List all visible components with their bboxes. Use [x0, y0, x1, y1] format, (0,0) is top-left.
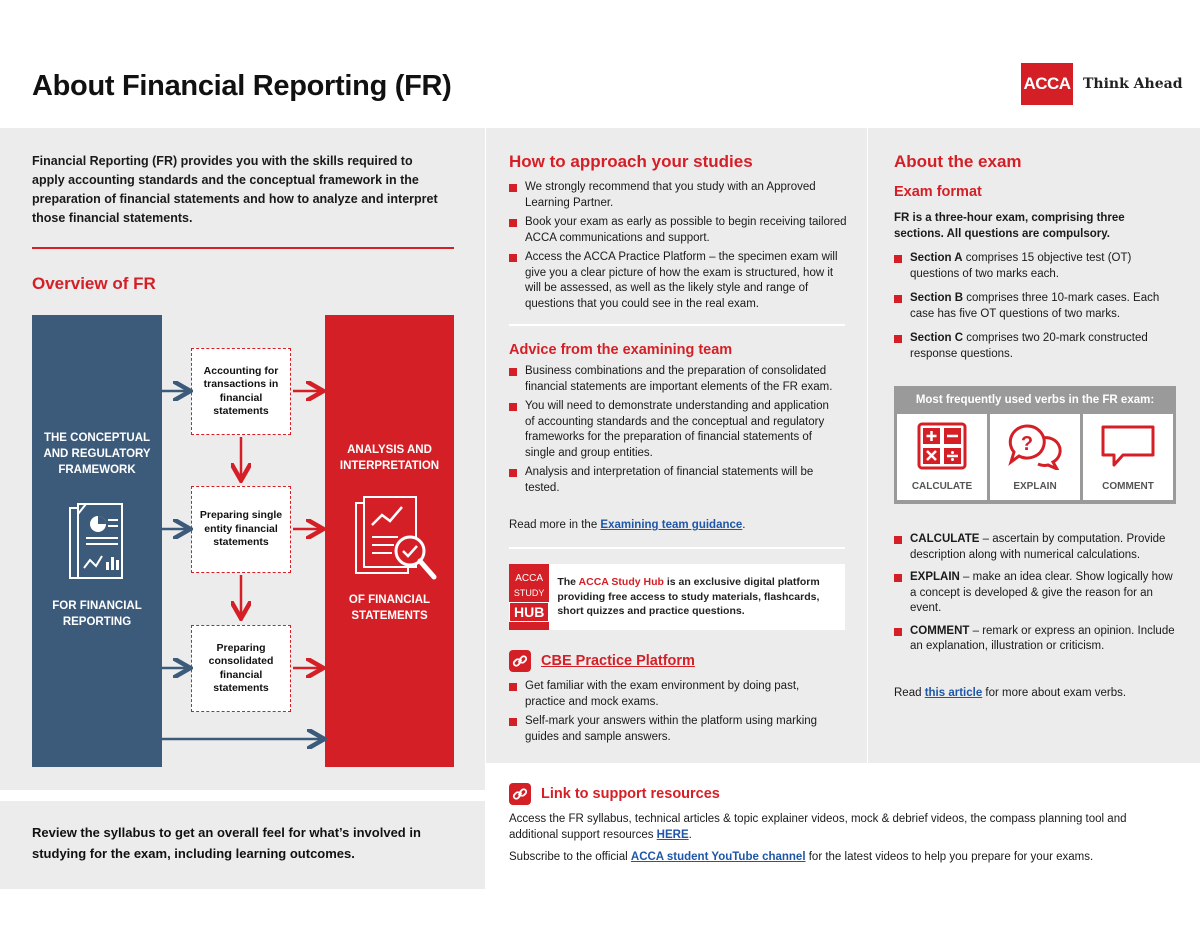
read-more-line: Read more in the Examining team guidance.: [509, 519, 746, 531]
cbe-list: [509, 679, 839, 749]
support-heading-row: [509, 783, 720, 805]
list-item: Analysis and interpretation of financial statements will be tested.: [509, 465, 834, 496]
step-transactions: Accounting for transactions in financial statements: [191, 348, 291, 435]
approach-list: [509, 180, 849, 316]
acca-logo-mark: ACCA: [1021, 63, 1073, 105]
study-hub-badge: ACCA STUDY HUB: [509, 564, 549, 630]
support-line-2: Subscribe to the official ACCA student YouTube channel for the latest videos to help you prepare for your exams.: [509, 851, 1094, 863]
intro-text: Financial Reporting (FR) provides you with the skills required to apply accounting standards and the conceptual framework in the preparation of financial statements and how to analyze and interpret those financial statements.: [32, 154, 438, 225]
list-item: CALCULATE – ascertain by computation. Provide description along with numerical calculations.: [894, 532, 1176, 563]
exam-verbs-article-link[interactable]: this article: [924, 687, 983, 699]
page-title: About Financial Reporting (FR): [32, 70, 452, 102]
list-item: Section A comprises 15 objective test (OT) questions of two marks each.: [894, 251, 1176, 282]
advice-heading: Advice from the examining team: [509, 342, 733, 358]
divider: [509, 547, 845, 549]
verb-card-comment: COMMENT: [1083, 414, 1173, 500]
question-bubble-icon: [1007, 422, 1063, 470]
exam-heading: About the exam: [894, 152, 1022, 171]
list-item: Access the ACCA Practice Platform – the specimen exam will give you a clear picture of how the exam is structured, how it will be assessed, as well as the likely style and range of questions that you could see in the real exam.: [509, 250, 849, 312]
exam-verbs-line: Read this article for more about exam verbs.: [894, 687, 1127, 699]
speech-bubble-icon: [1100, 424, 1156, 468]
list-item: Book your exam as early as possible to begin receiving tailored ACCA communications and support.: [509, 215, 849, 246]
overview-heading: Overview of FR: [32, 274, 156, 293]
cbe-practice-platform-link[interactable]: CBE Practice Platform: [541, 653, 695, 669]
svg-text:?: ?: [1020, 433, 1034, 455]
sections-list: [894, 251, 1176, 366]
calculator-icon: [917, 422, 967, 470]
logo-tagline: Think Ahead: [1083, 76, 1183, 92]
analysis-box-title: ANALYSIS AND INTERPRETATION: [339, 444, 440, 472]
list-item: Section C comprises two 20-mark constructed response questions.: [894, 331, 1176, 362]
step-single-entity: Preparing single entity financial statements: [191, 486, 291, 573]
link-icon: [509, 650, 531, 672]
support-line-1: Access the FR syllabus, technical articles & topic explainer videos, mock & debrief videos, the compass planning tool and additional support resources HERE.: [509, 813, 1127, 841]
verbs-box: [894, 386, 1176, 504]
diagram-arrows: [0, 0, 485, 800]
list-item: Section B comprises three 10-mark cases. Each case has five OT questions of two marks.: [894, 291, 1176, 322]
list-item: Self-mark your answers within the platform using marking guides and sample answers.: [509, 714, 839, 745]
exam-format-intro: FR is a three-hour exam, comprising three sections. All questions are compulsory.: [894, 212, 1125, 240]
cbe-heading-row[interactable]: [509, 650, 695, 672]
review-text: Review the syllabus to get an overall feel for what’s involved in studying for the exam, including learning outcomes.: [32, 825, 421, 861]
verb-definitions: [894, 532, 1176, 659]
examining-team-guidance-link[interactable]: Examining team guidance: [600, 519, 743, 531]
list-item: Business combinations and the preparation of consolidated financial statements are important elements of the FR exam.: [509, 364, 834, 395]
study-hub-name: ACCA Study Hub: [578, 576, 664, 589]
analysis-box-subtitle: OF FINANCIAL STATEMENTS: [348, 594, 431, 622]
list-item: You will need to demonstrate understanding and application of accounting standards and the conceptual and regulatory frameworks for the preparation of financial statements of single and group entities.: [509, 399, 834, 461]
link-icon: [509, 783, 531, 805]
list-item: Get familiar with the exam environment by doing past, practice and mock exams.: [509, 679, 839, 710]
framework-box-subtitle: FOR FINANCIAL REPORTING: [52, 600, 142, 628]
verbs-title: Most frequently used verbs in the FR exam:: [915, 394, 1155, 406]
red-arrows: [241, 391, 321, 668]
exam-format-heading: Exam format: [894, 184, 982, 200]
list-item: EXPLAIN – make an idea clear. Show logically how a concept is developed & give the reason for an event.: [894, 570, 1176, 617]
step-consolidated: Preparing consolidated financial statements: [191, 625, 291, 712]
youtube-channel-link[interactable]: ACCA student YouTube channel: [630, 851, 806, 863]
support-heading: Link to support resources: [541, 786, 720, 802]
advice-list: [509, 364, 834, 500]
approach-heading: How to approach your studies: [509, 152, 753, 171]
support-resources-link[interactable]: HERE: [656, 828, 689, 841]
list-item: We strongly recommend that you study with an Approved Learning Partner.: [509, 180, 849, 211]
verb-card-explain: ? EXPLAIN: [990, 414, 1080, 500]
verb-card-calculate: CALCULATE: [897, 414, 987, 500]
study-hub-text: The ACCA Study Hub is an exclusive digital platform providing free access to study materials, flashcards, short quizzes and practice questions.: [557, 576, 820, 618]
list-item: COMMENT – remark or express an opinion. Include an explanation, illustration or criticism.: [894, 624, 1176, 655]
study-hub-banner[interactable]: [509, 564, 845, 630]
framework-box-title: THE CONCEPTUAL AND REGULATORY FRAMEWORK: [43, 432, 151, 476]
divider: [509, 324, 845, 326]
acca-logo[interactable]: [1021, 63, 1182, 105]
